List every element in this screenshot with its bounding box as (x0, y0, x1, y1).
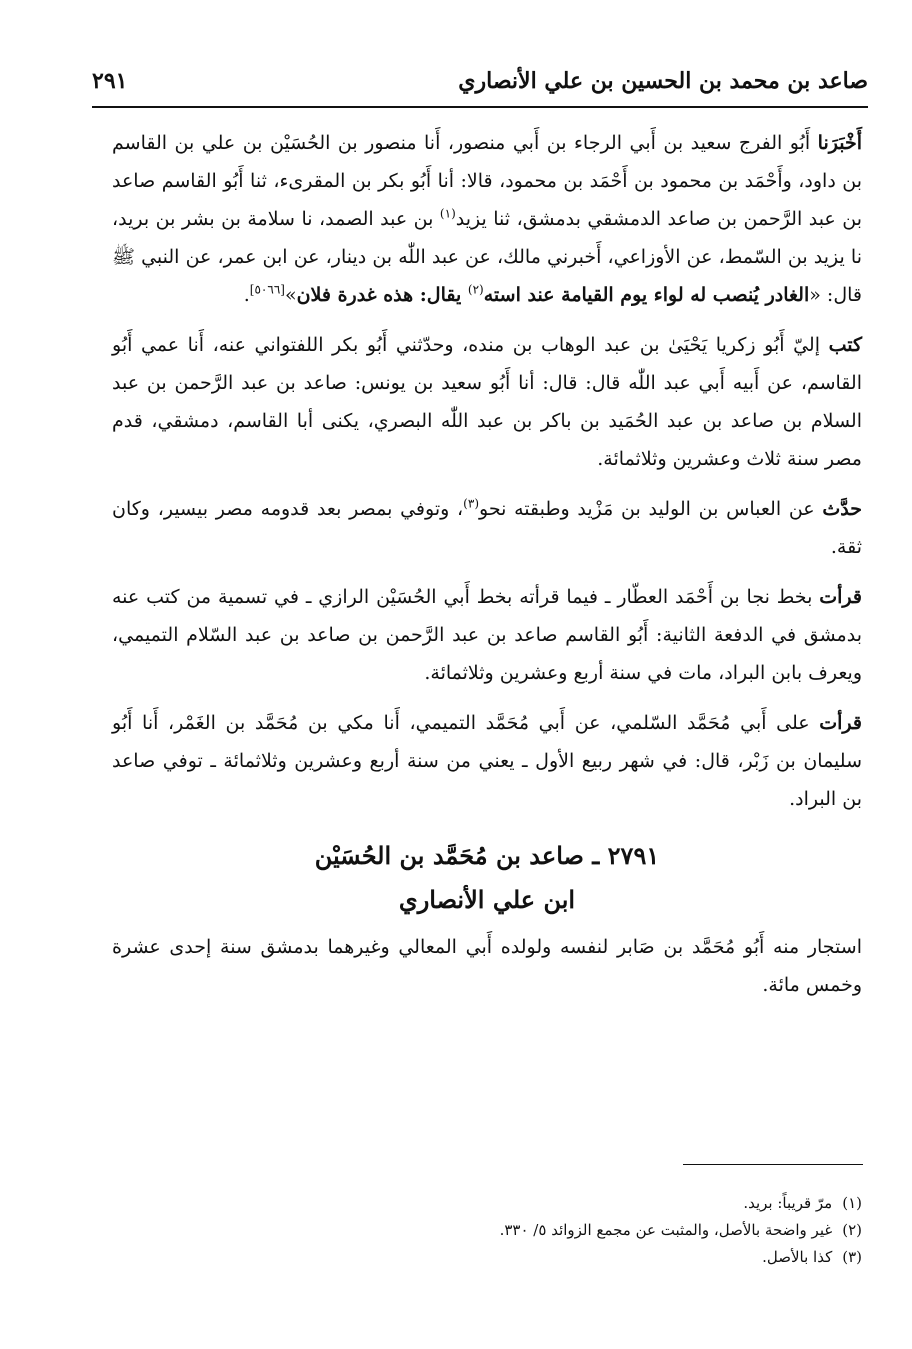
paragraph-qaratu-1 (112, 578, 862, 692)
paragraph-text: . (243, 284, 250, 306)
footnote-number: (٢) (842, 1221, 862, 1239)
paragraph-text: بخط نجا بن أَحْمَد العطّار ـ فيما قرأته بخط أَبي الحُسَيْن الرازي ـ في تسمية من كتب عنه بدمشق في الدفعة الثانية: أَبُو القاسم صاعد بن عبد الرَّحمن بن صاعد بن عبد السّلام التميمي، ويعرف بابن البراد، مات في سنة أربع وعشرين وثلاثمائة. (112, 586, 862, 684)
paragraph-kataba (112, 326, 862, 478)
paragraph-text: بن عبد الصمد، نا سلامة بن بشر بن بريد، نا يزيد بن السّمط، عن الأوزاعي، أَخبرني مالك، عن عبد اللّٰه بن دينار، عن ابن عمر، عن النبي ﷺ قال: « (112, 208, 862, 306)
paragraph-lead-word: قرأت (819, 586, 862, 608)
footnote-text: كذا بالأصل. (762, 1248, 833, 1266)
footnote-text: مرّ قريباً: بريد. (743, 1194, 833, 1212)
paragraph-text: أَبُو الفرج سعيد بن أَبي الرجاء بن أَبي منصور، أَنا منصور بن الحُسَيْن بن علي بن القاسم بن داود، وأَحْمَد بن محمود بن أَحْمَد بن محمود، قالا: أنا أَبُو بكر بن المقرىء، ثنا أَبُو القاسم صاعد بن عبد الرَّحمن بن صاعد الدمشقي بدمشق، ثنا يزيد (112, 132, 863, 230)
footnotes (300, 1190, 862, 1271)
footnote-marker: (٣) (463, 496, 479, 511)
footnote-divider (683, 1164, 863, 1165)
main-text (112, 124, 862, 1016)
footnote (300, 1190, 862, 1217)
hadith-quote: يقال: هذه غدرة فلان (296, 284, 468, 306)
page-number: ٢٩١ (92, 68, 128, 94)
paragraph-lead-word: أَخْبَرَنا (817, 132, 862, 154)
paragraph-text: إليّ أَبُو زكريا يَحْيَىٰ بن عبد الوهاب بن منده، وحدّثني أَبُو بكر اللفتواني عنه، أَنا عمي أَبُو القاسم، عن أَبيه أَبي عبد اللّٰه قال: قال: أنا أَبُو سعيد بن يونس: صاعد بن عبد الرَّحمن بن عبد السلام بن صاعد بن عبد الحُمَيد بن باكر بن عبد اللّٰه البصري، يكنى أبا القاسم، دمشقي، قدم مصر سنة ثلاث وعشرين وثلاثمائة. (112, 334, 862, 470)
page-header (92, 62, 868, 108)
footnote-number: (٣) (842, 1248, 862, 1266)
paragraph-lead-word: قرأت (819, 712, 862, 734)
footnote (300, 1217, 862, 1244)
entry-title-line: ٢٧٩١ ـ صاعد بن مُحَمَّد بن الحُسَيْن (314, 841, 660, 870)
footnote-marker: (١) (439, 206, 456, 221)
entry-title-line: ابن علي الأنصاري (398, 885, 576, 914)
paragraph-akhbarana (112, 124, 862, 314)
paragraph-text: » (284, 284, 297, 306)
running-title: صاعد بن محمد بن الحسين بن علي الأنصاري (458, 68, 868, 94)
entry-title (112, 834, 862, 922)
paragraph-text: عن العباس بن الوليد بن مَزْيد وطبقته نحو (479, 498, 823, 520)
footnote (300, 1244, 862, 1271)
footnote-number: (١) (842, 1194, 862, 1212)
reference-number: [٥٠٦٦] (249, 282, 285, 297)
paragraph-text: على أَبي مُحَمَّد السّلمي، عن أَبي مُحَمَّد التميمي، أَنا مكي بن مُحَمَّد بن الغَمْر، أَنا أَبُو سليمان بن زَبْر، قال: في شهر ربيع الأول ـ يعني من سنة أربع وعشرين وثلاثمائة ـ توفي صاعد بن البراد. (112, 712, 862, 810)
paragraph-lead-word: كتب (828, 334, 862, 356)
hadith-quote: الغادر يُنصب له لواء يوم القيامة عند استه (483, 284, 810, 306)
footnote-marker: (٢) (467, 282, 484, 297)
entry-text: استجار منه أَبُو مُحَمَّد بن صَابر لنفسه ولولده أَبي المعالي وغيرهما بدمشق سنة إحدى عشرة وخمس مائة. (112, 936, 862, 996)
paragraph-text: ، وتوفي بمصر بعد قدومه مصر بيسير، وكان ثقة. (112, 498, 862, 558)
paragraph-lead-word: حدَّث (822, 498, 862, 520)
footnote-text: غير واضحة بالأصل، والمثبت عن مجمع الزوائد ٥/ ٣٣٠. (499, 1221, 833, 1239)
paragraph-haddatha (112, 490, 862, 566)
paragraph-qaratu-2 (112, 704, 862, 818)
